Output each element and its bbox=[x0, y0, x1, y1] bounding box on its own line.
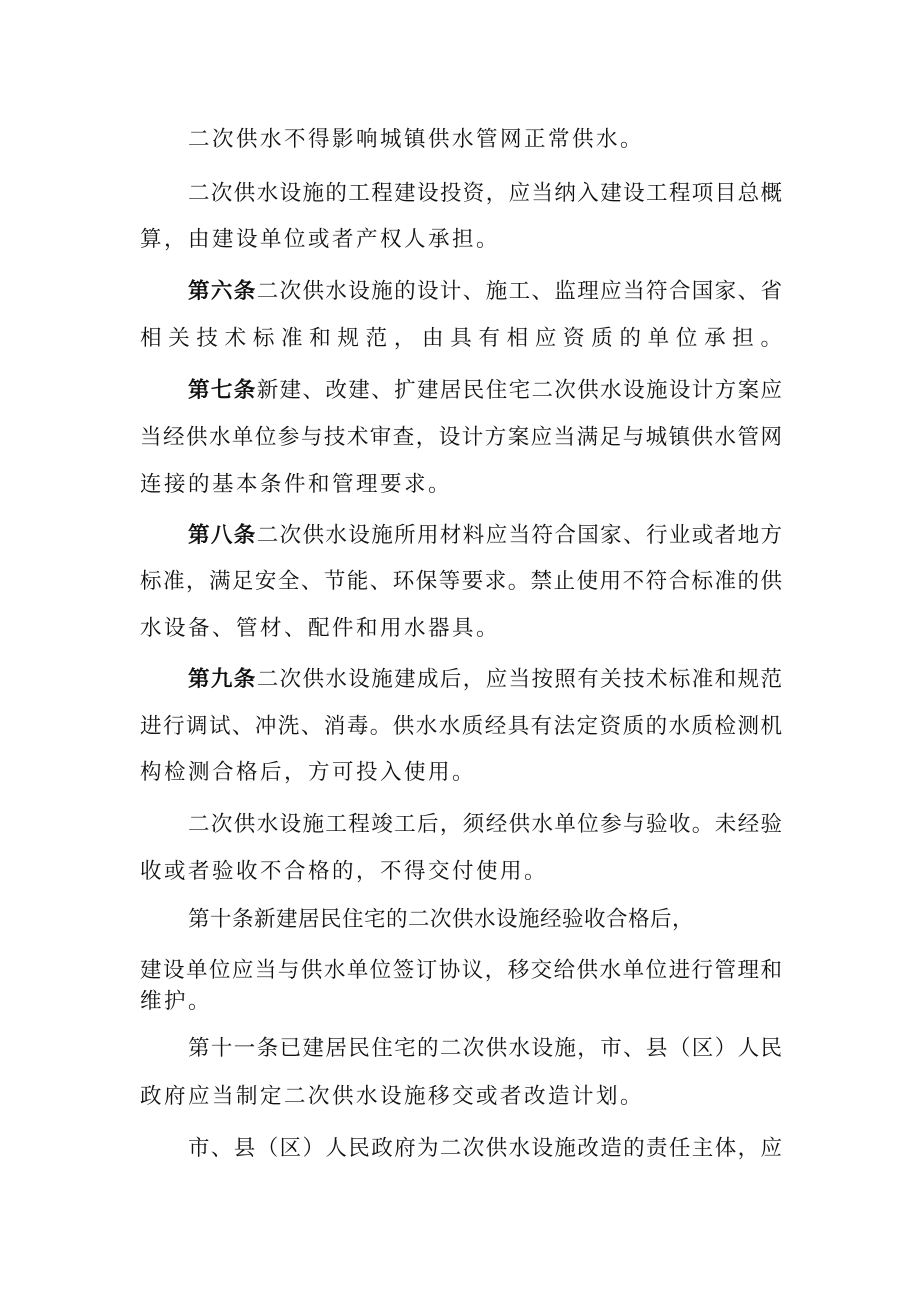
text-line: 相关技术标准和规范，由具有相应资质的单位承担。 bbox=[140, 326, 782, 351]
paragraph-investment-line-1 bbox=[188, 180, 782, 208]
article-heading: 第七条 bbox=[188, 378, 257, 403]
article-7-line-1 bbox=[188, 377, 782, 405]
paragraph-acceptance-line-2 bbox=[140, 858, 782, 886]
text-line: 标准，满足安全、节能、环保等要求。禁止使用不符合标准的供 bbox=[140, 569, 782, 594]
text-line: 第十一条已建居民住宅的二次供水设施，市、县（区）人民 bbox=[188, 1036, 782, 1061]
article-10-line-3 bbox=[140, 988, 782, 1016]
article-7-line-3 bbox=[140, 471, 782, 499]
article-11-line-2 bbox=[140, 1083, 782, 1111]
article-8-line-1 bbox=[188, 522, 782, 550]
text-line: 当经供水单位参与技术审查，设计方案应当满足与城镇供水管网 bbox=[140, 425, 782, 450]
article-9-line-2 bbox=[140, 713, 782, 741]
text-line: 水设备、管材、配件和用水器具。 bbox=[140, 616, 501, 641]
article-9-line-3 bbox=[140, 759, 782, 787]
article-9-line-1 bbox=[188, 666, 782, 694]
text-line: 第十条新建居民住宅的二次供水设施经验收合格后， bbox=[188, 907, 695, 932]
article-7-line-2 bbox=[140, 424, 782, 452]
text-line: 建设单位应当与供水单位签订协议，移交给供水单位进行管理和 bbox=[140, 958, 782, 983]
text-line: 进行调试、冲洗、消毒。供水水质经具有法定资质的水质检测机 bbox=[140, 714, 782, 739]
paragraph-no-affect-supply bbox=[188, 126, 782, 154]
text-line: 二次供水设施的工程建设投资，应当纳入建设工程项目总概 bbox=[188, 181, 782, 206]
text-line: 二次供水不得影响城镇供水管网正常供水。 bbox=[188, 127, 645, 152]
text-line: 连接的基本条件和管理要求。 bbox=[140, 472, 453, 497]
text-line: 二次供水设施所用材料应当符合国家、行业或者地方 bbox=[256, 523, 782, 548]
article-6-line-1 bbox=[188, 278, 782, 306]
article-heading: 第九条 bbox=[188, 667, 257, 692]
text-line: 构检测合格后，方可投入使用。 bbox=[140, 760, 477, 785]
text-line: 维护。 bbox=[140, 989, 213, 1014]
article-8-line-2 bbox=[140, 568, 782, 596]
article-8-line-3 bbox=[140, 615, 782, 643]
article-heading: 第八条 bbox=[188, 523, 257, 548]
article-10-line-1 bbox=[188, 906, 782, 934]
text-line: 新建、改建、扩建居民住宅二次供水设施设计方案应 bbox=[256, 378, 782, 403]
text-line: 二次供水设施建成后，应当按照有关技术标准和规范 bbox=[256, 667, 782, 692]
article-6-line-2 bbox=[140, 325, 782, 353]
article-heading: 第六条 bbox=[188, 279, 257, 304]
paragraph-acceptance-line-1 bbox=[188, 811, 782, 839]
article-10-line-2 bbox=[140, 957, 782, 985]
article-11-line-1 bbox=[188, 1035, 782, 1063]
text-line: 政府应当制定二次供水设施移交或者改造计划。 bbox=[140, 1084, 645, 1109]
text-line: 收或者验收不合格的，不得交付使用。 bbox=[140, 859, 549, 884]
text-line: 算，由建设单位或者产权人承担。 bbox=[140, 227, 501, 252]
text-line: 二次供水设施工程竣工后，须经供水单位参与验收。未经验 bbox=[188, 812, 782, 837]
paragraph-investment-line-2 bbox=[140, 226, 782, 254]
text-line: 二次供水设施的设计、施工、监理应当符合国家、省 bbox=[256, 279, 782, 304]
paragraph-responsibility-line-1 bbox=[188, 1135, 782, 1163]
text-line: 市、县（区）人民政府为二次供水设施改造的责任主体，应 bbox=[188, 1136, 782, 1161]
